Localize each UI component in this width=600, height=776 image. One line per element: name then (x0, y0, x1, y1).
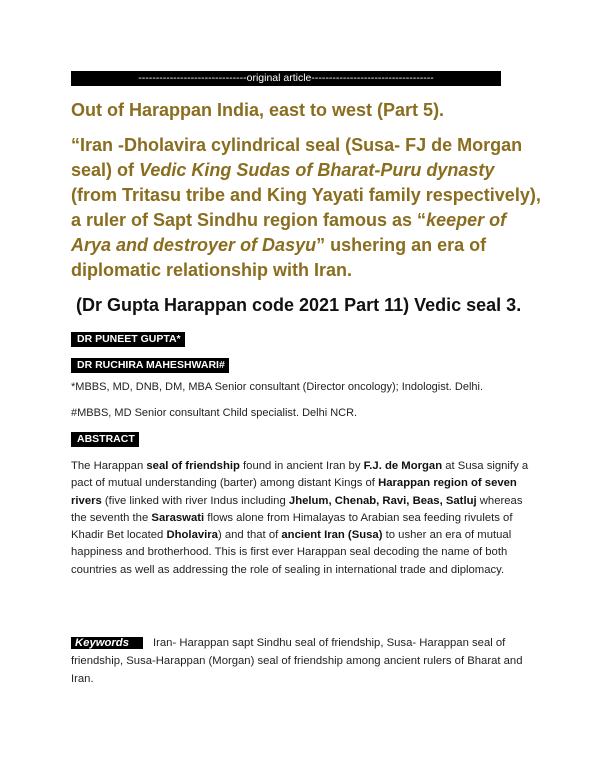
abstract-bold-term: Saraswati (151, 511, 205, 524)
author-1-label: DR PUNEET GUPTA* (71, 332, 185, 347)
author-1-affiliation: *MBBS, MD, DNB, DM, MBA Senior consultant (Director oncology); Indologist. Delhi. (71, 381, 484, 393)
abstract-bold-term: Harappan region of seven rivers (71, 477, 517, 507)
abstract-bold-term: Dholavira (166, 529, 218, 542)
title-text-3: ” ushering an era of diplomatic relationship with Iran. (71, 235, 487, 280)
abstract-bold-term: F.J. de Morgan (363, 460, 443, 472)
series-title: Out of Harappan India, east to west (Part 5). (71, 100, 445, 120)
title-italic-keeper: keeper of Arya and destroyer of Dasyu (71, 210, 507, 255)
abstract-text: at Susa signify a pact of mutual understanding (barter) among distant Kings of (71, 460, 529, 490)
abstract-text: whereas the seventh the (71, 494, 523, 524)
abstract-text: to usher an era of mutual happiness and brotherhood. This is first ever Harappan seal decoding the name of both countries as well as addressing the role of sealing in international trade and diplomacy. (71, 529, 512, 576)
abstract-text: The Harappan (71, 460, 147, 472)
keywords-paragraph (71, 634, 533, 688)
original-article-banner: -------------------------------original article----------------------------------- (71, 71, 501, 86)
abstract-text: found in ancient Iran by (239, 460, 364, 472)
abstract-bold-term: seal of friendship (146, 460, 240, 472)
abstract-text: (five linked with river Indus including (101, 494, 289, 507)
abstract-paragraph (71, 458, 533, 579)
author-2-label: DR RUCHIRA MAHESHWARI# (71, 358, 229, 373)
article-title (71, 133, 541, 283)
keywords-label: Keywords (71, 637, 143, 649)
abstract-bold-term: Jhelum, Chenab, Ravi, Beas, Satluj (288, 494, 477, 507)
title-italic-king: Vedic King Sudas of Bharat-Puru dynasty (139, 160, 495, 180)
code-subtitle: (Dr Gupta Harappan code 2021 Part 11) Vedic seal 3. (76, 295, 522, 315)
abstract-text: flows alone from Himalayas to Arabian sea feeding rivulets of Khadir Bet located (71, 511, 513, 542)
abstract-heading: ABSTRACT (71, 432, 139, 447)
keywords-text: Iran- Harappan sapt Sindhu seal of friendship, Susa- Harappan seal of friendship, Susa-Harappan (Morgan) seal of friendship among ancient rulers of Bharat and Iran. (71, 637, 523, 685)
title-text-1: “Iran -Dholavira cylindrical seal (Susa- FJ de Morgan seal) of (71, 135, 523, 180)
abstract-bold-term: ancient Iran (Susa) (281, 529, 383, 542)
title-text-2: (from Tritasu tribe and King Yayati family respectively), a ruler of Sapt Sindhu region famous as “ (71, 185, 541, 230)
author-2-affiliation: #MBBS, MD Senior consultant Child specialist. Delhi NCR. (71, 407, 358, 419)
abstract-text: ) and that of (217, 529, 282, 542)
